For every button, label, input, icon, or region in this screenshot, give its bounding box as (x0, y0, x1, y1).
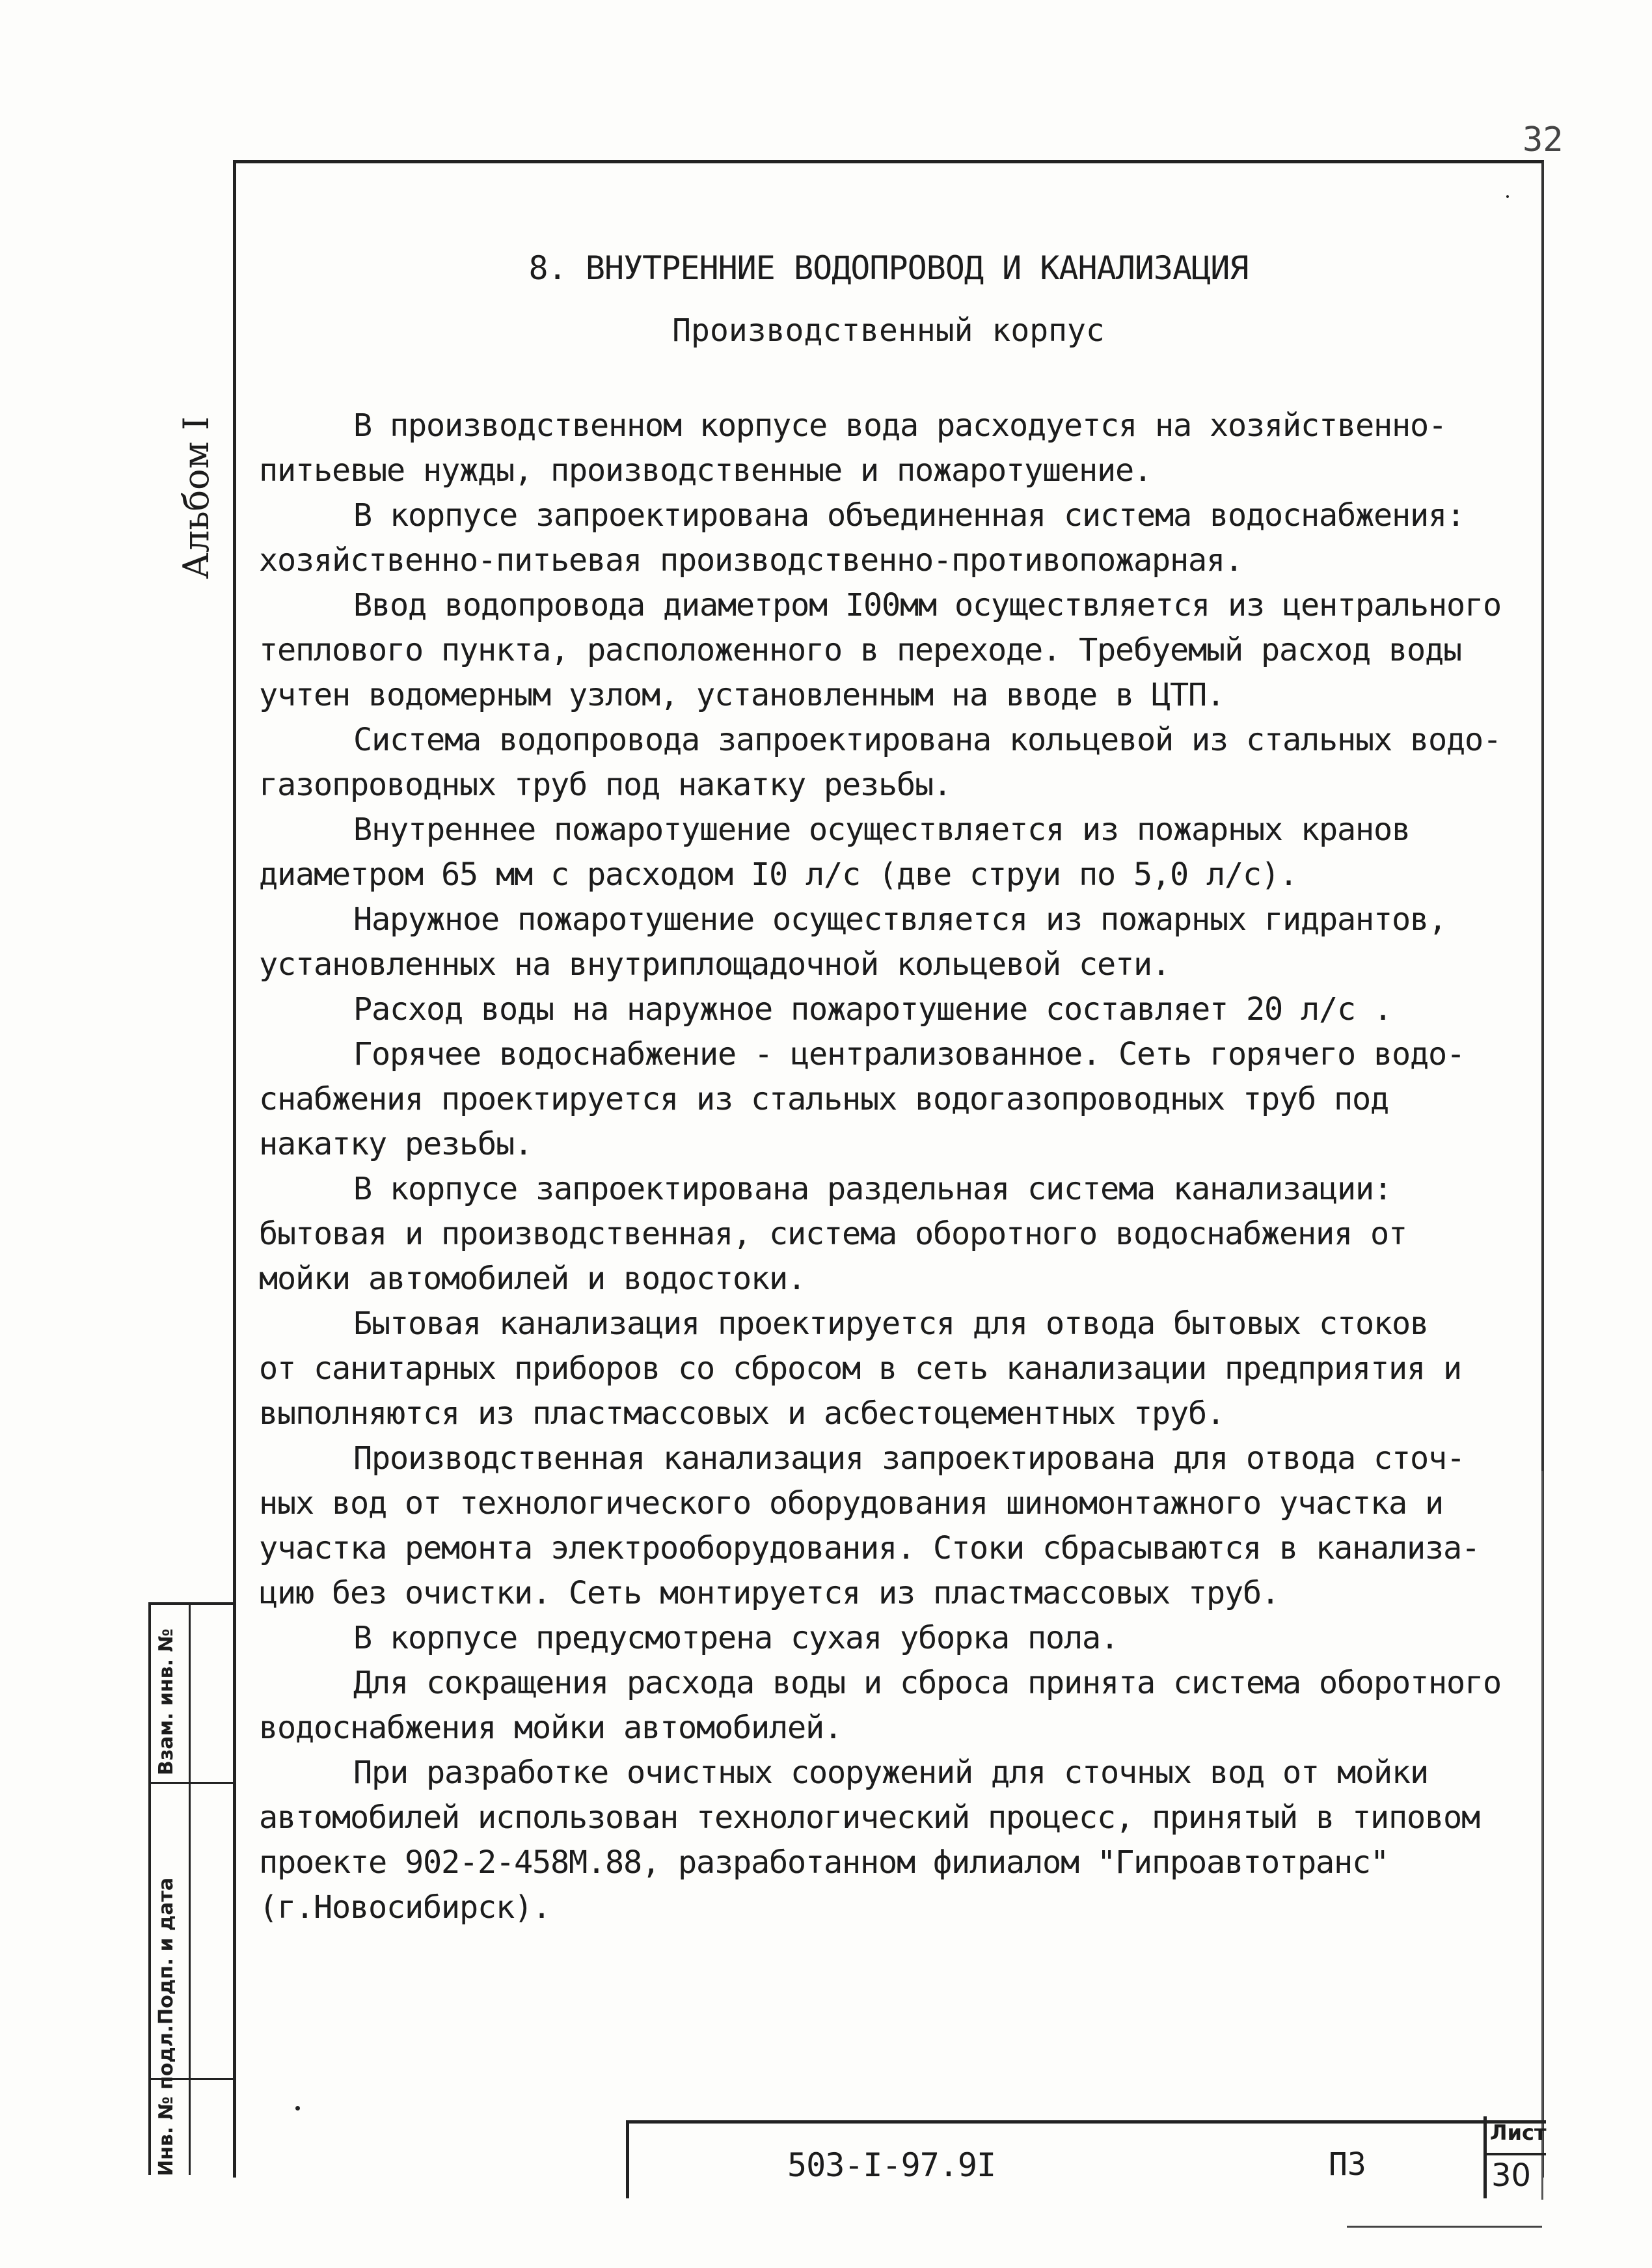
paragraph (259, 1167, 1534, 1302)
sheet-number: 30 (1491, 2157, 1532, 2194)
paragraph (259, 403, 1534, 493)
paragraph (259, 897, 1534, 987)
paragraph-line: бытовая и производственная, система оборотного водоснабжения от (259, 1216, 1407, 1252)
paragraph-line: от санитарных приборов со сбросом в сеть канализации предприятия и (259, 1350, 1461, 1387)
stamp-cell-vzam (151, 1605, 234, 1784)
paragraph (259, 493, 1534, 583)
page-corner-number: 32 (1523, 120, 1564, 159)
bottom-rule (1347, 2226, 1542, 2228)
paragraph-line: хозяйственно-питьевая производственно-противопожарная. (259, 542, 1243, 579)
paragraph (259, 1302, 1534, 1436)
paragraph-line: (г.Новосибирск). (259, 1889, 550, 1926)
paragraph-first-line: В корпусе предусмотрена сухая уборка пола. (353, 1620, 1118, 1656)
paragraph-line: проекте 902-2-458М.88, разработанном филиалом "Гипроавтотранс" (259, 1844, 1388, 1881)
paragraph-line: мойки автомобилей и водостоки. (259, 1261, 806, 1297)
paragraph-first-line: Для сокращения расхода воды и сброса принята система оборотного (353, 1665, 1501, 1701)
document-code: 503-I-97.9I (787, 2146, 996, 2184)
paragraph-line: водоснабжения мойки автомобилей. (259, 1710, 842, 1746)
album-label: Альбом I (176, 416, 217, 579)
paragraph-line: учтен водомерным узлом, установленным на вводе в ЦТП. (259, 677, 1225, 713)
paragraph-line: газопроводных труб под накатку резьбы. (259, 767, 951, 803)
paragraph-line: ных вод от технологического оборудования шиномонтажного участка и (259, 1485, 1443, 1522)
approval-stamp (148, 1602, 234, 2175)
document-body (259, 403, 1534, 1930)
sheet-box-divider (1483, 2153, 1546, 2155)
section-subheading: Производственный корпус (672, 312, 1105, 349)
paragraph-line: участка ремонта электрооборудования. Стоки сбрасываются в канализа- (259, 1530, 1480, 1566)
title-block (626, 2120, 1546, 2198)
document-mark: ПЗ (1329, 2146, 1366, 2183)
frame-right-edge (1541, 1471, 1543, 2200)
stamp-label-inv-podl: Инв. № подл. (155, 2025, 178, 2176)
paragraph-first-line: Расход воды на наружное пожаротушение составляет 20 л/с . (353, 991, 1392, 1028)
stamp-label-podp-data: Подп. и дата (155, 1877, 178, 2025)
paragraph-first-line: В корпусе запроектирована объединенная система водоснабжения: (353, 497, 1465, 534)
paragraph (259, 987, 1534, 1032)
paragraph-first-line: Система водопровода запроектирована кольцевой из стальных водо- (353, 722, 1501, 758)
paragraph-first-line: Горячее водоснабжение - централизованное. Сеть горячего водо- (353, 1036, 1465, 1073)
paragraph-first-line: Ввод водопровода диаметром I00мм осуществляется из центрального (353, 587, 1501, 623)
paragraph-line: выполняются из пластмассовых и асбестоцементных труб. (259, 1395, 1225, 1432)
paragraph-line: автомобилей использован технологический процесс, принятый в типовом (259, 1799, 1480, 1836)
paragraph-first-line: В производственном корпусе вода расходуется на хозяйственно- (353, 407, 1446, 444)
paragraph-line: установленных на внутриплощадочной кольцевой сети. (259, 946, 1170, 983)
paragraph-line: накатку резьбы. (259, 1126, 532, 1162)
paragraph-first-line: При разработке очистных сооружений для сточных вод от мойки (353, 1755, 1428, 1791)
paragraph-line: снабжения проектируется из стальных водогазопроводных труб под (259, 1081, 1388, 1117)
paragraph-line: диаметром 65 мм с расходом I0 л/с (две струи по 5,0 л/с). (259, 856, 1297, 893)
paragraph-first-line: Наружное пожаротушение осуществляется из пожарных гидрантов, (353, 901, 1446, 938)
paragraph-first-line: Бытовая канализация проектируется для отвода бытовых стоков (353, 1305, 1428, 1342)
scan-speck (1506, 195, 1509, 198)
paragraph (259, 808, 1534, 897)
paragraph-line: теплового пункта, расположенного в переходе. Требуемый расход воды (259, 632, 1461, 668)
paragraph (259, 583, 1534, 718)
paragraph-line: питьевые нужды, производственные и пожаротушение. (259, 452, 1152, 489)
scan-speck (295, 2106, 300, 2111)
paragraph-line: цию без очистки. Сеть монтируется из пластмассовых труб. (259, 1575, 1279, 1611)
paragraph-first-line: Внутреннее пожаротушение осуществляется из пожарных кранов (353, 812, 1410, 848)
paragraph (259, 1616, 1534, 1661)
sheet-label: Лист (1490, 2120, 1547, 2145)
section-heading: 8. ВНУТРЕННИЕ ВОДОПРОВОД И КАНАЛИЗАЦИЯ (528, 249, 1249, 287)
paragraph-first-line: Производственная канализация запроектирована для отвода сточ- (353, 1440, 1465, 1477)
paragraph (259, 1032, 1534, 1167)
paragraph (259, 1436, 1534, 1616)
stamp-label-vzam-inv: Взам. инв. № (155, 1628, 178, 1775)
stamp-cell-inv (151, 2025, 234, 2178)
paragraph-first-line: В корпусе запроектирована раздельная система канализации: (353, 1171, 1392, 1207)
paragraph (259, 718, 1534, 808)
paragraph (259, 1751, 1534, 1930)
paragraph (259, 1661, 1534, 1751)
